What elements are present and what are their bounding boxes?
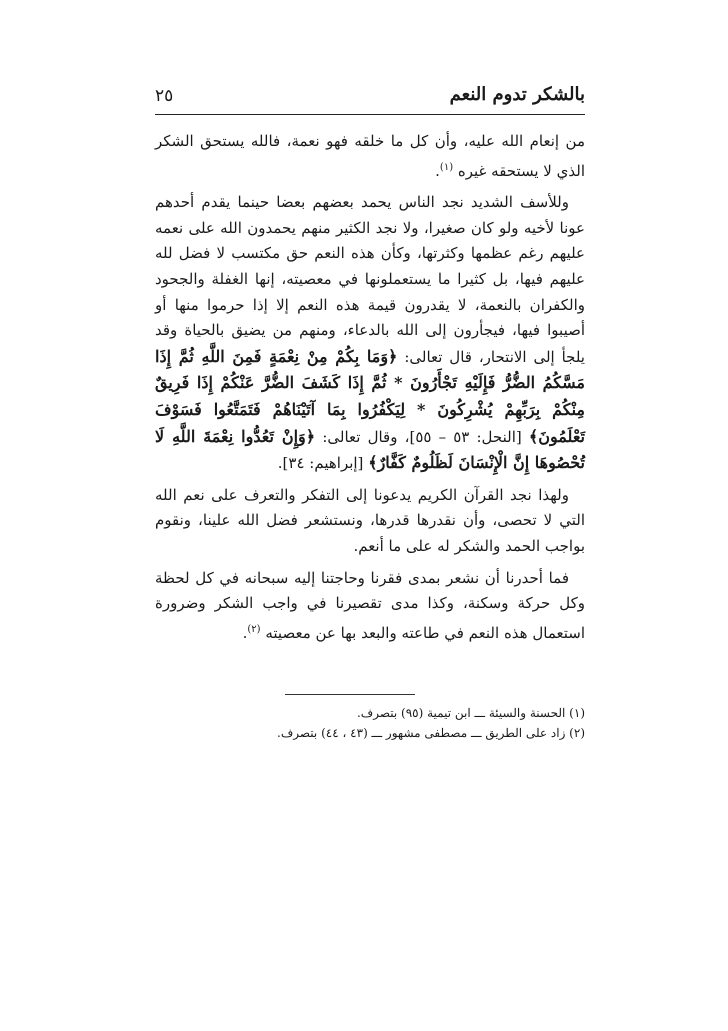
paragraph-1-text: من إنعام الله عليه، وأن كل ما خلقه فهو نعمة، فالله يستحق الشكر الذي لا يستحقه غيره <box>155 132 585 180</box>
quran-verse-2: ﴿وَإِنْ تَعُدُّوا نِعْمَةَ اللَّهِ لَا تُحْصُوهَا إِنَّ الْإِنْسَانَ لَظَلُومٌ كَفَّارٌ﴾ <box>155 426 585 473</box>
footnote-ref-1: (١) <box>439 161 454 173</box>
paragraph-4 <box>155 566 585 647</box>
paragraph-4-tail: . <box>242 623 248 642</box>
paragraph-2 <box>155 190 585 477</box>
running-title: بالشكر تدوم النعم <box>449 84 585 105</box>
verse-1-reference: [النحل: ٥٣ – ٥٥]، وقال تعالى: <box>322 427 522 446</box>
paragraph-2-text: وللأسف الشديد نجد الناس يحمد بعضهم بعضا حينما يقدم أحدهم عونا لأخيه ولو كان صغيرا، ولا نجد الكثير منهم يحمدون الله على نعمه عليهم رغم عظمها وكثرتها، وكأن هذه النعم حق مكتسب لا فضل لله عليهم فيها، بل كثيرا ما يستعملونها في معصيته، إنها الغفلة والجحود والكفران بالنعمة، لا يقدرون قيمة هذه النعم إلا إذا حرموا منها أو أصيبوا فيها، فيجأرون إلى الله بالدعاء، ومنهم من يضيق بالحياة وقد يلجأ إلى الانتحار، قال تعالى: <box>155 193 585 366</box>
footnotes-section <box>155 694 585 743</box>
quran-verse-1: ﴿وَمَا بِكُمْ مِنْ نِعْمَةٍ فَمِنَ اللَّهِ ثُمَّ إِذَا مَسَّكُمُ الضُّرُّ فَإِلَيْهِ تَجْأَرُونَ * ثُمَّ إِذَا كَشَفَ الضُّرَّ عَنْكُمْ إِذَا فَرِيقٌ مِنْكُمْ بِرَبِّهِمْ يُشْرِكُونَ * لِيَكْفُرُوا بِمَا آتَيْنَاهُمْ فَتَمَتَّعُوا فَسَوْفَ تَعْلَمُونَ﴾ <box>155 346 585 446</box>
paragraph-1-tail: . <box>435 161 440 180</box>
footnote-divider <box>285 694 415 695</box>
page-header <box>155 78 585 115</box>
page-body <box>155 129 585 646</box>
footnote-2: (٢) زاد على الطريق ـــ مصطفى مشهور ـــ (٤٣ ، ٤٤) بتصرف. <box>277 726 585 741</box>
paragraph-4-text: فما أحدرنا أن نشعر بمدى فقرنا وحاجتنا إليه سبحانه في كل لحظة وكل حركة وسكنة، وكذا مدى تقصيرنا في واجب الشكر وضرورة استعمال هذه النعم في طاعته والبعد بها عن معصيته <box>155 568 585 642</box>
footnote-1: (١) الحسنة والسيئة ـــ ابن تيمية (٩٥) بتصرف. <box>356 706 585 721</box>
paragraph-1 <box>155 129 585 184</box>
book-page <box>155 78 585 743</box>
paragraph-3: ولهذا نجد القرآن الكريم يدعونا إلى التفكر والتعرف على نعم الله التي لا تحصى، وأن نقدرها قدرها، ونستشعر فضل الله علينا، ونقوم بواجب الحمد والشكر له على ما أنعم. <box>155 485 585 555</box>
footnote-ref-2: (٢) <box>247 623 261 635</box>
verse-2-reference: [إبراهيم: ٣٤]. <box>277 454 364 473</box>
page-number: ٢٥ <box>155 86 174 106</box>
